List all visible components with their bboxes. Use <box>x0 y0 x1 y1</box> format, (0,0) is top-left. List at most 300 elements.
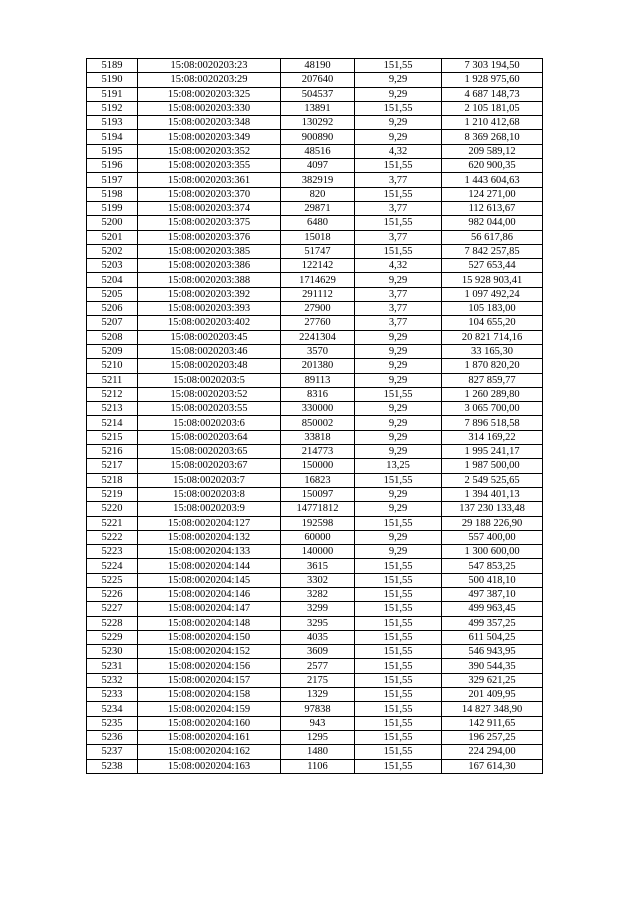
cadastral-value-cell: 7 303 194,50 <box>442 59 543 73</box>
cadastral-number-cell: 15:08:0020203:7 <box>138 473 281 487</box>
table-row <box>87 387 543 401</box>
table-row <box>87 673 543 687</box>
cadastral-number-cell: 15:08:0020203:376 <box>138 230 281 244</box>
cadastral-number-cell: 15:08:0020204:133 <box>138 545 281 559</box>
cadastral-number-cell: 15:08:0020203:46 <box>138 344 281 358</box>
cadastral-value-cell: 224 294,00 <box>442 745 543 759</box>
cadastral-number-cell: 15:08:0020204:158 <box>138 688 281 702</box>
specific-value-cell: 9,29 <box>355 545 442 559</box>
cadastral-value-cell: 499 963,45 <box>442 602 543 616</box>
table-row <box>87 573 543 587</box>
cadastral-number-cell: 15:08:0020203:361 <box>138 173 281 187</box>
specific-value-cell: 151,55 <box>355 559 442 573</box>
cadastral-number-cell: 15:08:0020204:159 <box>138 702 281 716</box>
row-number-cell: 5195 <box>87 144 138 158</box>
cadastral-number-cell: 15:08:0020203:393 <box>138 302 281 316</box>
area-cell: 820 <box>281 187 355 201</box>
area-cell: 27760 <box>281 316 355 330</box>
table-row <box>87 587 543 601</box>
specific-value-cell: 151,55 <box>355 159 442 173</box>
cadastral-number-cell: 15:08:0020203:64 <box>138 430 281 444</box>
cadastral-number-cell: 15:08:0020204:160 <box>138 716 281 730</box>
specific-value-cell: 9,29 <box>355 530 442 544</box>
area-cell: 4035 <box>281 630 355 644</box>
specific-value-cell: 151,55 <box>355 630 442 644</box>
table-row <box>87 559 543 573</box>
area-cell: 291112 <box>281 287 355 301</box>
cadastral-number-cell: 15:08:0020203:349 <box>138 130 281 144</box>
specific-value-cell: 4,32 <box>355 259 442 273</box>
table-row <box>87 659 543 673</box>
row-number-cell: 5221 <box>87 516 138 530</box>
area-cell: 150000 <box>281 459 355 473</box>
table-row <box>87 430 543 444</box>
table-row <box>87 59 543 73</box>
cadastral-number-cell: 15:08:0020204:148 <box>138 616 281 630</box>
row-number-cell: 5211 <box>87 373 138 387</box>
row-number-cell: 5213 <box>87 402 138 416</box>
table-row <box>87 530 543 544</box>
specific-value-cell: 151,55 <box>355 730 442 744</box>
table-row <box>87 730 543 744</box>
area-cell: 207640 <box>281 73 355 87</box>
cadastral-value-cell: 137 230 133,48 <box>442 502 543 516</box>
cadastral-number-cell: 15:08:0020204:163 <box>138 759 281 773</box>
area-cell: 3570 <box>281 344 355 358</box>
area-cell: 51747 <box>281 244 355 258</box>
cadastral-value-cell: 14 827 348,90 <box>442 702 543 716</box>
specific-value-cell: 151,55 <box>355 573 442 587</box>
table-row <box>87 130 543 144</box>
specific-value-cell: 9,29 <box>355 330 442 344</box>
area-cell: 2577 <box>281 659 355 673</box>
cadastral-number-cell: 15:08:0020204:161 <box>138 730 281 744</box>
area-cell: 29871 <box>281 201 355 215</box>
specific-value-cell: 9,29 <box>355 87 442 101</box>
cadastral-number-cell: 15:08:0020204:145 <box>138 573 281 587</box>
specific-value-cell: 9,29 <box>355 416 442 430</box>
row-number-cell: 5219 <box>87 487 138 501</box>
cadastral-value-cell: 547 853,25 <box>442 559 543 573</box>
cadastral-number-cell: 15:08:0020203:370 <box>138 187 281 201</box>
table-row <box>87 759 543 773</box>
specific-value-cell: 3,77 <box>355 201 442 215</box>
table-row <box>87 216 543 230</box>
row-number-cell: 5223 <box>87 545 138 559</box>
row-number-cell: 5204 <box>87 273 138 287</box>
row-number-cell: 5196 <box>87 159 138 173</box>
row-number-cell: 5190 <box>87 73 138 87</box>
row-number-cell: 5214 <box>87 416 138 430</box>
area-cell: 1714629 <box>281 273 355 287</box>
table-row <box>87 87 543 101</box>
area-cell: 3609 <box>281 645 355 659</box>
specific-value-cell: 9,29 <box>355 445 442 459</box>
specific-value-cell: 151,55 <box>355 688 442 702</box>
specific-value-cell: 9,29 <box>355 359 442 373</box>
cadastral-value-cell: 209 589,12 <box>442 144 543 158</box>
specific-value-cell: 9,29 <box>355 487 442 501</box>
table-row <box>87 330 543 344</box>
cadastral-value-cell: 620 900,35 <box>442 159 543 173</box>
cadastral-value-cell: 15 928 903,41 <box>442 273 543 287</box>
specific-value-cell: 151,55 <box>355 645 442 659</box>
specific-value-cell: 151,55 <box>355 216 442 230</box>
table-row <box>87 716 543 730</box>
table-row <box>87 630 543 644</box>
specific-value-cell: 3,77 <box>355 287 442 301</box>
table-row <box>87 259 543 273</box>
table-row <box>87 244 543 258</box>
table-row <box>87 487 543 501</box>
row-number-cell: 5235 <box>87 716 138 730</box>
specific-value-cell: 3,77 <box>355 302 442 316</box>
specific-value-cell: 151,55 <box>355 602 442 616</box>
area-cell: 3282 <box>281 587 355 601</box>
cadastral-number-cell: 15:08:0020203:52 <box>138 387 281 401</box>
row-number-cell: 5236 <box>87 730 138 744</box>
cadastral-value-cell: 1 995 241,17 <box>442 445 543 459</box>
row-number-cell: 5220 <box>87 502 138 516</box>
area-cell: 48190 <box>281 59 355 73</box>
cadastral-number-cell: 15:08:0020203:8 <box>138 487 281 501</box>
cadastral-number-cell: 15:08:0020203:330 <box>138 101 281 115</box>
cadastral-number-cell: 15:08:0020203:402 <box>138 316 281 330</box>
area-cell: 130292 <box>281 116 355 130</box>
table-row <box>87 402 543 416</box>
row-number-cell: 5207 <box>87 316 138 330</box>
cadastral-value-cell: 1 097 492,24 <box>442 287 543 301</box>
cadastral-number-cell: 15:08:0020203:352 <box>138 144 281 158</box>
cadastral-number-cell: 15:08:0020204:132 <box>138 530 281 544</box>
cadastral-number-cell: 15:08:0020204:157 <box>138 673 281 687</box>
cadastral-number-cell: 15:08:0020203:9 <box>138 502 281 516</box>
cadastral-number-cell: 15:08:0020203:385 <box>138 244 281 258</box>
cadastral-value-cell: 124 271,00 <box>442 187 543 201</box>
cadastral-number-cell: 15:08:0020203:29 <box>138 73 281 87</box>
specific-value-cell: 9,29 <box>355 502 442 516</box>
cadastral-number-cell: 15:08:0020203:392 <box>138 287 281 301</box>
area-cell: 60000 <box>281 530 355 544</box>
row-number-cell: 5222 <box>87 530 138 544</box>
area-cell: 2241304 <box>281 330 355 344</box>
cadastral-number-cell: 15:08:0020203:45 <box>138 330 281 344</box>
cadastral-number-cell: 15:08:0020203:6 <box>138 416 281 430</box>
area-cell: 3302 <box>281 573 355 587</box>
cadastral-number-cell: 15:08:0020203:375 <box>138 216 281 230</box>
area-cell: 16823 <box>281 473 355 487</box>
table-row <box>87 745 543 759</box>
area-cell: 900890 <box>281 130 355 144</box>
area-cell: 330000 <box>281 402 355 416</box>
cadastral-value-cell: 8 369 268,10 <box>442 130 543 144</box>
table-row <box>87 616 543 630</box>
table-row <box>87 373 543 387</box>
specific-value-cell: 9,29 <box>355 130 442 144</box>
cadastral-value-cell: 1 394 401,13 <box>442 487 543 501</box>
table-row <box>87 273 543 287</box>
cadastral-value-cell: 196 257,25 <box>442 730 543 744</box>
row-number-cell: 5203 <box>87 259 138 273</box>
cadastral-number-cell: 15:08:0020203:5 <box>138 373 281 387</box>
table-row <box>87 359 543 373</box>
area-cell: 214773 <box>281 445 355 459</box>
table-row <box>87 502 543 516</box>
cadastral-value-cell: 7 842 257,85 <box>442 244 543 258</box>
row-number-cell: 5198 <box>87 187 138 201</box>
cadastral-value-cell: 546 943,95 <box>442 645 543 659</box>
row-number-cell: 5208 <box>87 330 138 344</box>
cadastral-value-cell: 827 859,77 <box>442 373 543 387</box>
cadastral-value-cell: 1 928 975,60 <box>442 73 543 87</box>
table-row <box>87 445 543 459</box>
cadastral-number-cell: 15:08:0020203:388 <box>138 273 281 287</box>
table-row <box>87 516 543 530</box>
specific-value-cell: 151,55 <box>355 716 442 730</box>
specific-value-cell: 9,29 <box>355 116 442 130</box>
specific-value-cell: 13,25 <box>355 459 442 473</box>
specific-value-cell: 151,55 <box>355 516 442 530</box>
table-row <box>87 602 543 616</box>
row-number-cell: 5224 <box>87 559 138 573</box>
cadastral-value-cell: 500 418,10 <box>442 573 543 587</box>
table-row <box>87 545 543 559</box>
specific-value-cell: 151,55 <box>355 673 442 687</box>
cadastral-number-cell: 15:08:0020204:147 <box>138 602 281 616</box>
cadastral-number-cell: 15:08:0020203:48 <box>138 359 281 373</box>
row-number-cell: 5237 <box>87 745 138 759</box>
area-cell: 201380 <box>281 359 355 373</box>
cadastral-value-cell: 611 504,25 <box>442 630 543 644</box>
specific-value-cell: 151,55 <box>355 59 442 73</box>
cadastral-number-cell: 15:08:0020203:386 <box>138 259 281 273</box>
row-number-cell: 5200 <box>87 216 138 230</box>
table-row <box>87 688 543 702</box>
row-number-cell: 5193 <box>87 116 138 130</box>
area-cell: 382919 <box>281 173 355 187</box>
specific-value-cell: 4,32 <box>355 144 442 158</box>
cadastral-number-cell: 15:08:0020204:156 <box>138 659 281 673</box>
specific-value-cell: 151,55 <box>355 745 442 759</box>
table-body <box>87 59 543 774</box>
row-number-cell: 5233 <box>87 688 138 702</box>
specific-value-cell: 151,55 <box>355 659 442 673</box>
cadastral-value-cell: 142 911,65 <box>442 716 543 730</box>
cadastral-value-cell: 56 617,86 <box>442 230 543 244</box>
cadastral-value-cell: 201 409,95 <box>442 688 543 702</box>
table-row <box>87 159 543 173</box>
cadastral-number-cell: 15:08:0020203:67 <box>138 459 281 473</box>
area-cell: 192598 <box>281 516 355 530</box>
cadastral-number-cell: 15:08:0020204:146 <box>138 587 281 601</box>
area-cell: 6480 <box>281 216 355 230</box>
row-number-cell: 5197 <box>87 173 138 187</box>
table-row <box>87 144 543 158</box>
cadastral-value-cell: 1 987 500,00 <box>442 459 543 473</box>
table-row <box>87 645 543 659</box>
cadastral-value-table <box>86 58 543 774</box>
specific-value-cell: 151,55 <box>355 587 442 601</box>
specific-value-cell: 151,55 <box>355 759 442 773</box>
row-number-cell: 5229 <box>87 630 138 644</box>
specific-value-cell: 151,55 <box>355 244 442 258</box>
cadastral-number-cell: 15:08:0020203:65 <box>138 445 281 459</box>
table-row <box>87 473 543 487</box>
area-cell: 89113 <box>281 373 355 387</box>
area-cell: 150097 <box>281 487 355 501</box>
row-number-cell: 5215 <box>87 430 138 444</box>
cadastral-number-cell: 15:08:0020204:162 <box>138 745 281 759</box>
cadastral-number-cell: 15:08:0020203:348 <box>138 116 281 130</box>
area-cell: 850002 <box>281 416 355 430</box>
area-cell: 48516 <box>281 144 355 158</box>
area-cell: 2175 <box>281 673 355 687</box>
cadastral-value-cell: 1 300 600,00 <box>442 545 543 559</box>
cadastral-value-cell: 33 165,30 <box>442 344 543 358</box>
area-cell: 97838 <box>281 702 355 716</box>
specific-value-cell: 9,29 <box>355 402 442 416</box>
row-number-cell: 5210 <box>87 359 138 373</box>
area-cell: 943 <box>281 716 355 730</box>
cadastral-number-cell: 15:08:0020203:325 <box>138 87 281 101</box>
specific-value-cell: 151,55 <box>355 473 442 487</box>
cadastral-value-cell: 104 655,20 <box>442 316 543 330</box>
table-row <box>87 101 543 115</box>
cadastral-value-cell: 4 687 148,73 <box>442 87 543 101</box>
table-row <box>87 73 543 87</box>
row-number-cell: 5225 <box>87 573 138 587</box>
area-cell: 33818 <box>281 430 355 444</box>
row-number-cell: 5228 <box>87 616 138 630</box>
cadastral-number-cell: 15:08:0020204:144 <box>138 559 281 573</box>
area-cell: 4097 <box>281 159 355 173</box>
cadastral-value-cell: 390 544,35 <box>442 659 543 673</box>
table-row <box>87 201 543 215</box>
specific-value-cell: 151,55 <box>355 616 442 630</box>
cadastral-number-cell: 15:08:0020204:150 <box>138 630 281 644</box>
specific-value-cell: 151,55 <box>355 101 442 115</box>
row-number-cell: 5231 <box>87 659 138 673</box>
table-row <box>87 302 543 316</box>
cadastral-value-cell: 20 821 714,16 <box>442 330 543 344</box>
row-number-cell: 5191 <box>87 87 138 101</box>
specific-value-cell: 151,55 <box>355 387 442 401</box>
area-cell: 1106 <box>281 759 355 773</box>
row-number-cell: 5192 <box>87 101 138 115</box>
specific-value-cell: 3,77 <box>355 316 442 330</box>
cadastral-number-cell: 15:08:0020204:152 <box>138 645 281 659</box>
cadastral-number-cell: 15:08:0020203:55 <box>138 402 281 416</box>
cadastral-number-cell: 15:08:0020204:127 <box>138 516 281 530</box>
area-cell: 14771812 <box>281 502 355 516</box>
cadastral-value-cell: 105 183,00 <box>442 302 543 316</box>
specific-value-cell: 9,29 <box>355 73 442 87</box>
area-cell: 3615 <box>281 559 355 573</box>
row-number-cell: 5202 <box>87 244 138 258</box>
specific-value-cell: 3,77 <box>355 230 442 244</box>
cadastral-value-cell: 982 044,00 <box>442 216 543 230</box>
row-number-cell: 5227 <box>87 602 138 616</box>
cadastral-value-cell: 1 260 289,80 <box>442 387 543 401</box>
row-number-cell: 5218 <box>87 473 138 487</box>
cadastral-number-cell: 15:08:0020203:355 <box>138 159 281 173</box>
area-cell: 13891 <box>281 101 355 115</box>
area-cell: 27900 <box>281 302 355 316</box>
cadastral-number-cell: 15:08:0020203:23 <box>138 59 281 73</box>
cadastral-number-cell: 15:08:0020203:374 <box>138 201 281 215</box>
row-number-cell: 5212 <box>87 387 138 401</box>
table-row <box>87 416 543 430</box>
table-row <box>87 287 543 301</box>
cadastral-value-cell: 329 621,25 <box>442 673 543 687</box>
row-number-cell: 5206 <box>87 302 138 316</box>
area-cell: 1329 <box>281 688 355 702</box>
row-number-cell: 5189 <box>87 59 138 73</box>
area-cell: 122142 <box>281 259 355 273</box>
area-cell: 1480 <box>281 745 355 759</box>
cadastral-value-cell: 1 870 820,20 <box>442 359 543 373</box>
area-cell: 8316 <box>281 387 355 401</box>
cadastral-value-cell: 3 065 700,00 <box>442 402 543 416</box>
row-number-cell: 5234 <box>87 702 138 716</box>
cadastral-value-cell: 1 443 604,63 <box>442 173 543 187</box>
cadastral-value-cell: 527 653,44 <box>442 259 543 273</box>
cadastral-value-cell: 314 169,22 <box>442 430 543 444</box>
cadastral-value-cell: 167 614,30 <box>442 759 543 773</box>
specific-value-cell: 151,55 <box>355 187 442 201</box>
row-number-cell: 5226 <box>87 587 138 601</box>
row-number-cell: 5201 <box>87 230 138 244</box>
row-number-cell: 5216 <box>87 445 138 459</box>
row-number-cell: 5217 <box>87 459 138 473</box>
specific-value-cell: 151,55 <box>355 702 442 716</box>
specific-value-cell: 3,77 <box>355 173 442 187</box>
cadastral-value-cell: 29 188 226,90 <box>442 516 543 530</box>
cadastral-value-cell: 2 549 525,65 <box>442 473 543 487</box>
area-cell: 504537 <box>281 87 355 101</box>
area-cell: 140000 <box>281 545 355 559</box>
cadastral-value-cell: 499 357,25 <box>442 616 543 630</box>
row-number-cell: 5232 <box>87 673 138 687</box>
table-row <box>87 116 543 130</box>
cadastral-value-cell: 497 387,10 <box>442 587 543 601</box>
row-number-cell: 5194 <box>87 130 138 144</box>
table-row <box>87 702 543 716</box>
table-row <box>87 316 543 330</box>
area-cell: 3299 <box>281 602 355 616</box>
row-number-cell: 5205 <box>87 287 138 301</box>
area-cell: 3295 <box>281 616 355 630</box>
table-row <box>87 173 543 187</box>
specific-value-cell: 9,29 <box>355 373 442 387</box>
cadastral-value-cell: 2 105 181,05 <box>442 101 543 115</box>
table-row <box>87 187 543 201</box>
specific-value-cell: 9,29 <box>355 430 442 444</box>
row-number-cell: 5238 <box>87 759 138 773</box>
area-cell: 1295 <box>281 730 355 744</box>
cadastral-value-cell: 1 210 412,68 <box>442 116 543 130</box>
row-number-cell: 5199 <box>87 201 138 215</box>
table-row <box>87 344 543 358</box>
cadastral-value-cell: 112 613,67 <box>442 201 543 215</box>
table-row <box>87 230 543 244</box>
specific-value-cell: 9,29 <box>355 344 442 358</box>
table-row <box>87 459 543 473</box>
specific-value-cell: 9,29 <box>355 273 442 287</box>
row-number-cell: 5230 <box>87 645 138 659</box>
row-number-cell: 5209 <box>87 344 138 358</box>
area-cell: 15018 <box>281 230 355 244</box>
